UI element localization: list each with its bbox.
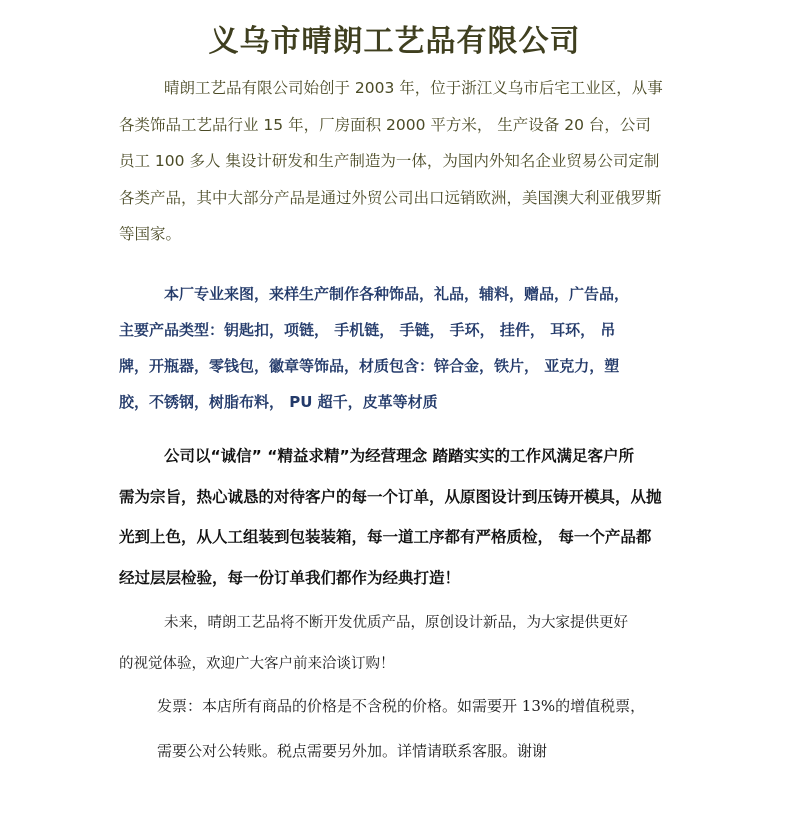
invoice-notice [119,684,679,774]
invoice-line: 发票：本店所有商品的价格是不含税的价格。如需要开 13%的增值税票， [157,697,646,715]
products-paragraph [119,276,679,420]
intro-line: 各类饰品工艺品行业 15 年，厂房面积 2000 平方米， 生产设备 20 台，公司 [119,115,651,134]
products-line: 胶，不锈钢，树脂布料， PU 超千，皮革等材质 [119,393,438,411]
intro-line: 等国家。 [119,225,182,243]
products-line: 牌，开瓶器，零钱包，徽章等饰品，材质包含：锌合金，铁片， 亚克力，塑 [119,357,620,375]
products-line: 主要产品类型：钥匙扣，项链， 手机链， 手链， 手环， 挂件， 耳环， 吊 [119,321,616,339]
future-line: 未来，晴朗工艺品将不断开发优质产品，原创设计新品，为大家提供更好 [164,615,628,631]
future-paragraph [119,603,679,685]
intro-line: 晴朗工艺品有限公司始创于 2003 年，位于浙江义乌市后宅工业区，从事 [164,79,663,97]
intro-paragraph [119,70,679,253]
philosophy-line: 公司以“诚信” “精益求精”为经营理念 踏踏实实的工作风满足客户所 [164,447,635,465]
products-line: 本厂专业来图，来样生产制作各种饰品，礼品，辅料，赠品，广告品， [164,285,630,303]
philosophy-line: 经过层层检验，每一份订单我们都作为经典打造！ [119,568,461,587]
philosophy-line: 需为宗旨，热心诚恳的对待客户的每一个订单，从原图设计到压铸开模具，从抛 [119,487,662,506]
company-title: 义乌市晴朗工艺品有限公司 [208,24,581,59]
intro-line: 员工 100 多人 集设计研发和生产制造为一体，为国内外知名企业贸易公司定制 [119,152,660,170]
intro-line: 各类产品，其中大部分产品是通过外贸公司出口远销欧洲，美国澳大利亚俄罗斯 [119,188,662,207]
philosophy-line: 光到上色，从人工组装到包装装箱，每一道工序都有严格质检， 每一个产品都 [119,528,652,546]
future-line: 的视觉体验，欢迎广大客户前来洽谈订购！ [119,656,395,672]
invoice-line: 需要公对公转账。税点需要另外加。详情请联系客服。谢谢 [157,742,548,760]
philosophy-paragraph [119,436,679,598]
